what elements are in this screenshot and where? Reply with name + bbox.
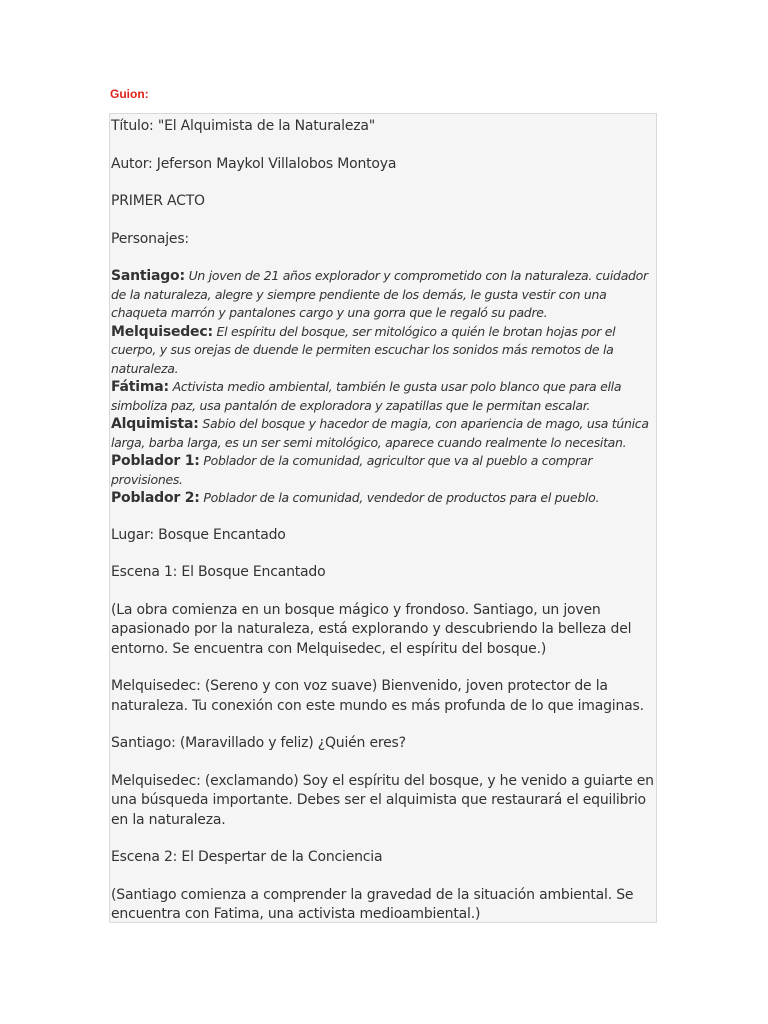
- character-entry: [111, 378, 656, 415]
- act-heading: PRIMER ACTO: [111, 193, 205, 209]
- character-description: Un joven de 21 años explorador y comprometido con la naturaleza. cuidador de la naturaleza, alegre y siempre pendiente de los demás, le gusta vestir con una chaqueta marrón y pantalones cargo y una gorra que le regaló su padre.: [111, 268, 648, 320]
- character-description: Activista medio ambiental, también le gusta usar polo blanco que para ella simboliza paz, usa pantalón de exploradora y zapatillas que le permitan escalar.: [111, 379, 622, 413]
- character-description: Poblador de la comunidad, vendedor de productos para el pueblo.: [203, 490, 600, 505]
- character-entry: [111, 267, 656, 323]
- dialogue-line: Melquisedec: (exclamando) Soy el espíritu del bosque, y he venido a guiarte en una búsqueda importante. Debes ser el alquimista que restaurará el equilibrio en la naturaleza.: [111, 772, 654, 828]
- character-entry: [111, 489, 656, 508]
- script-author: Autor: Jeferson Maykol Villalobos Montoya: [111, 155, 397, 172]
- character-entry: [111, 452, 656, 489]
- scene-1-heading: Escena 1: El Bosque Encantado: [111, 564, 326, 580]
- dialogue-line: Santiago: (Maravillado y feliz) ¿Quién eres?: [111, 735, 406, 751]
- script-text-box: [109, 113, 657, 923]
- script-title: Título: "El Alquimista de la Naturaleza": [111, 118, 375, 134]
- character-name: Santiago:: [111, 268, 185, 284]
- character-name: Alquimista:: [111, 416, 199, 432]
- character-list: [111, 267, 656, 508]
- guion-heading: Guion:: [110, 87, 149, 101]
- dialogue-line: Melquisedec: (Sereno y con voz suave) Bienvenido, joven protector de la naturaleza. Tu conexión con este mundo es más profunda de lo que imaginas.: [111, 678, 644, 714]
- character-description: El espíritu del bosque, ser mitológico a quién le brotan hojas por el cuerpo, y sus orejas de duende le permiten escuchar los sonidos más remotos de la naturaleza.: [111, 323, 616, 376]
- character-name: Melquisedec:: [111, 323, 213, 340]
- place-line: Lugar: Bosque Encantado: [111, 526, 286, 543]
- character-entry: [111, 415, 656, 452]
- characters-heading: Personajes:: [111, 230, 189, 247]
- character-description: Poblador de la comunidad, agricultor que va al pueblo a comprar provisiones.: [111, 453, 593, 487]
- scene-1-stage-direction: (La obra comienza en un bosque mágico y frondoso. Santiago, un joven apasionado por la naturaleza, está explorando y descubriendo la belleza del entorno. Se encuentra con Melquisedec, el espíritu del bosque.): [111, 601, 632, 657]
- scene-2-heading: Escena 2: El Despertar de la Conciencia: [111, 849, 383, 865]
- character-entry: [111, 323, 656, 379]
- character-name: Fátima:: [111, 379, 169, 395]
- scene-2-stage-direction: (Santiago comienza a comprender la gravedad de la situación ambiental. Se encuentra con Fatima, una activista medioambiental.): [111, 886, 634, 922]
- character-name: Poblador 1:: [111, 453, 200, 469]
- character-description: Sabio del bosque y hacedor de magia, con apariencia de mago, usa túnica larga, barba larga, es un ser semi mitológico, aparece cuando realmente lo necesitan.: [111, 416, 649, 450]
- character-name: Poblador 2:: [111, 490, 200, 506]
